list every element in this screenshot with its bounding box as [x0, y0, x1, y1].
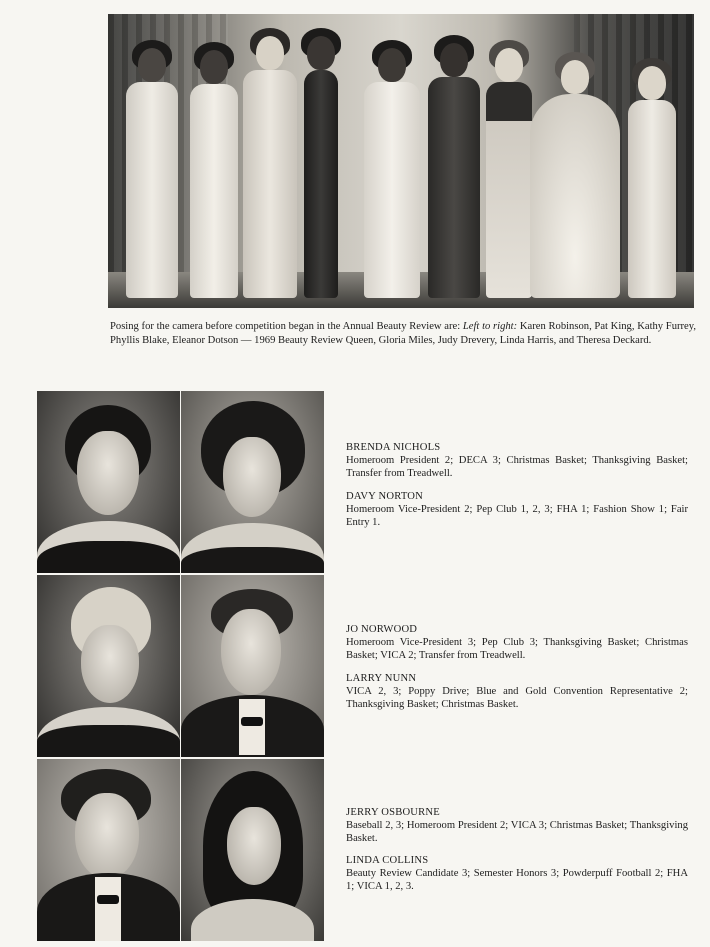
portrait-jerry-osbourne — [37, 759, 180, 941]
student-activities: Homeroom Vice-President 2; Pep Club 1, 2, 3; FHA 1; Fashion Show 1; Fair Entry 1. — [346, 504, 688, 529]
caption-names: Karen Robinson, Pat King, Kathy Furrey, Phyllis Blake, Eleanor Dotson — 1969 Beauty Review Queen, Gloria Miles, Judy Drevery, Linda Harris, and Theresa Deckard. — [110, 321, 697, 346]
portrait-jo-norwood — [37, 575, 180, 757]
contestant-figure — [122, 48, 182, 298]
student-activities: Baseball 2, 3; Homeroom President 2; VICA 3; Christmas Basket; Thanksgiving Basket. — [346, 820, 688, 845]
contestant-figure — [186, 50, 242, 298]
portrait-larry-nunn — [181, 575, 324, 757]
contestant-figure — [240, 36, 300, 298]
bio-entry — [346, 672, 688, 712]
bio-entry — [346, 441, 688, 481]
portrait-brenda-nichols — [37, 391, 180, 573]
student-activities: VICA 2, 3; Poppy Drive; Blue and Gold Convention Representative 2; Thanksgiving Basket; Christmas Basket. — [346, 686, 688, 711]
student-activities: Homeroom President 2; DECA 3; Christmas Basket; Thanksgiving Basket; Transfer from Treadwell. — [346, 455, 688, 480]
contestant-figure — [360, 48, 424, 298]
bio-entry — [346, 854, 688, 894]
contestant-figure — [296, 36, 346, 298]
student-name: BRENDA NICHOLS — [346, 442, 441, 453]
student-name: LINDA COLLINS — [346, 855, 429, 866]
portrait-linda-collins — [181, 759, 324, 941]
student-name: LARRY NUNN — [346, 673, 417, 684]
portrait-davy-norton — [181, 391, 324, 573]
student-name: DAVY NORTON — [346, 491, 424, 502]
student-name: JO NORWOOD — [346, 624, 418, 635]
bio-entry — [346, 806, 688, 846]
contestant-figure — [528, 60, 622, 298]
caption-intro: Posing for the camera before competition began in the Annual Beauty Review are: — [110, 321, 461, 332]
bio-entry — [346, 490, 688, 530]
student-activities: Homeroom Vice-President 3; Pep Club 3; Thanksgiving Basket; Christmas Basket; VICA 2; Transfer from Treadwell. — [346, 637, 688, 662]
contestant-figure — [624, 66, 680, 298]
caption-lead: Left to right: — [462, 321, 518, 332]
student-name: JERRY OSBOURNE — [346, 807, 440, 818]
contestant-figure — [424, 43, 484, 298]
beauty-review-group-photo — [108, 14, 694, 308]
photo-caption — [110, 320, 696, 347]
bio-entry — [346, 623, 688, 663]
student-activities: Beauty Review Candidate 3; Semester Honors 3; Powderpuff Football 2; FHA 1; VICA 1, 2, 3. — [346, 868, 688, 893]
